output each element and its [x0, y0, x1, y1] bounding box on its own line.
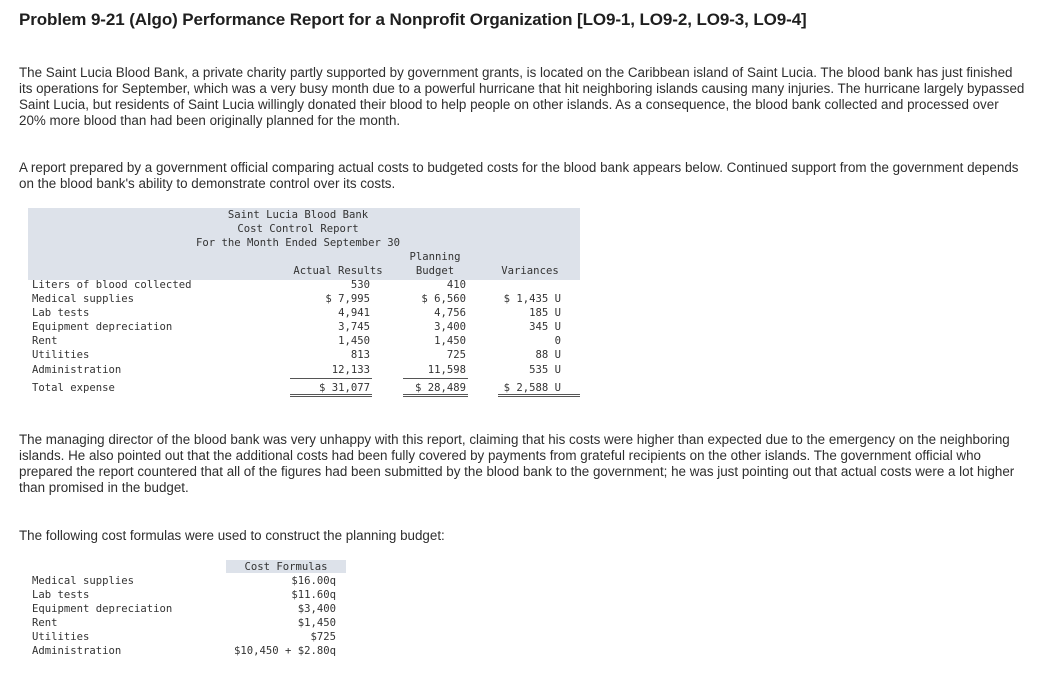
- row-label: Lab tests: [32, 307, 90, 319]
- col-header-actual: Actual Results: [293, 265, 383, 277]
- formula-label: Rent: [32, 617, 58, 629]
- row-variance: 535 U: [529, 364, 561, 376]
- total-rule-actual-2: [290, 396, 372, 397]
- formula-value: $3,400: [297, 603, 336, 615]
- cost-control-report: [28, 208, 580, 396]
- intro-paragraph: The Saint Lucia Blood Bank, a private charity partly supported by government grants, is located on the Caribbean island of Saint Lucia. The blood bank has just finished its operations for September, which was a very busy month due to a powerful hurricane that hit neighboring islands causing many injuries. The hurricane largely bypassed Saint Lucia, but residents of Saint Lucia willingly donated their blood to help people on other islands. As a consequence, the blood bank collected and processed over 20% more blood than had been originally planned for the month.: [19, 65, 1025, 128]
- row-budget: 725: [446, 349, 466, 361]
- report-period: For the Month Ended September 30: [195, 237, 401, 249]
- row-actual: 12,133: [331, 364, 370, 376]
- col-header-planning-2: Budget: [415, 265, 455, 277]
- formula-label: Medical supplies: [32, 575, 135, 587]
- formula-label: Equipment depreciation: [32, 603, 173, 615]
- row-variance: 0: [554, 335, 561, 347]
- row-variance: $ 1,435 U: [503, 293, 561, 305]
- total-rule-variance-1: [498, 394, 580, 395]
- total-actual: $ 31,077: [318, 382, 370, 394]
- director-response-paragraph: The managing director of the blood bank was very unhappy with this report, claiming that his costs were higher than expected due to the emergency on the neighboring islands. He also pointed out that the additional costs had been fully covered by payments from grateful recipients on the other islands. The government official who prepared the report countered that all of the figures had been submitted by the blood bank to the government; he was just pointing out that actual costs were a lot higher than promised in the budget.: [19, 432, 1015, 495]
- formula-label: Administration: [32, 645, 122, 657]
- subtotal-rule-budget: [403, 378, 468, 379]
- total-rule-budget-1: [403, 394, 468, 395]
- row-label: Equipment depreciation: [32, 321, 173, 333]
- row-label: Utilities: [32, 349, 90, 361]
- formula-label: Lab tests: [32, 589, 90, 601]
- row-variance: 185 U: [529, 307, 561, 319]
- formula-label: Utilities: [32, 631, 90, 643]
- formula-value: $10,450 + $2.80q: [233, 645, 336, 657]
- row-budget: 11,598: [427, 364, 466, 376]
- row-variance: 345 U: [529, 321, 561, 333]
- row-budget: $ 6,560: [421, 293, 466, 305]
- problem-title: Problem 9-21 (Algo) Performance Report for a Nonprofit Organization [LO9-1, LO9-2, LO9-3, LO9-4]: [19, 10, 807, 29]
- row-actual: 813: [350, 349, 370, 361]
- row-budget: 1,450: [434, 335, 466, 347]
- row-budget: 410: [446, 279, 466, 291]
- total-variance: $ 2,588 U: [503, 382, 561, 394]
- col-header-planning-1: Planning: [409, 251, 461, 263]
- total-budget: $ 28,489: [414, 382, 466, 394]
- row-actual: 1,450: [338, 335, 370, 347]
- cost-formulas-table: [28, 560, 348, 660]
- row-actual: 3,745: [338, 321, 370, 333]
- row-budget: 3,400: [434, 321, 466, 333]
- formula-value: $11.60q: [291, 589, 336, 601]
- total-rule-actual-1: [290, 394, 372, 395]
- row-label: Medical supplies: [32, 293, 135, 305]
- formula-value: $725: [310, 631, 336, 643]
- row-label: Liters of blood collected: [32, 279, 192, 291]
- row-label: Rent: [32, 335, 58, 347]
- formula-value: $1,450: [297, 617, 336, 629]
- report-intro-paragraph: A report prepared by a government official comparing actual costs to budgeted costs for the blood bank appears below. Continued support from the government depends on the blood bank's ability to demonstrate control over its costs.: [19, 160, 1019, 191]
- col-header-variances: Variances: [501, 265, 559, 277]
- formulas-intro-paragraph: The following cost formulas were used to construct the planning budget:: [19, 528, 445, 543]
- total-rule-budget-2: [403, 396, 468, 397]
- row-variance: 88 U: [535, 349, 561, 361]
- row-actual: 530: [350, 279, 370, 291]
- total-rule-variance-2: [498, 396, 580, 397]
- total-label: Total expense: [32, 382, 115, 394]
- row-actual: 4,941: [338, 307, 370, 319]
- formula-value: $16.00q: [291, 575, 336, 587]
- report-title: Cost Control Report: [237, 223, 359, 235]
- row-budget: 4,756: [434, 307, 466, 319]
- row-actual: $ 7,995: [325, 293, 370, 305]
- formulas-header: Cost Formulas: [244, 561, 328, 573]
- report-org-name: Saint Lucia Blood Bank: [227, 209, 369, 221]
- row-label: Administration: [32, 364, 122, 376]
- subtotal-rule-actual: [290, 378, 372, 379]
